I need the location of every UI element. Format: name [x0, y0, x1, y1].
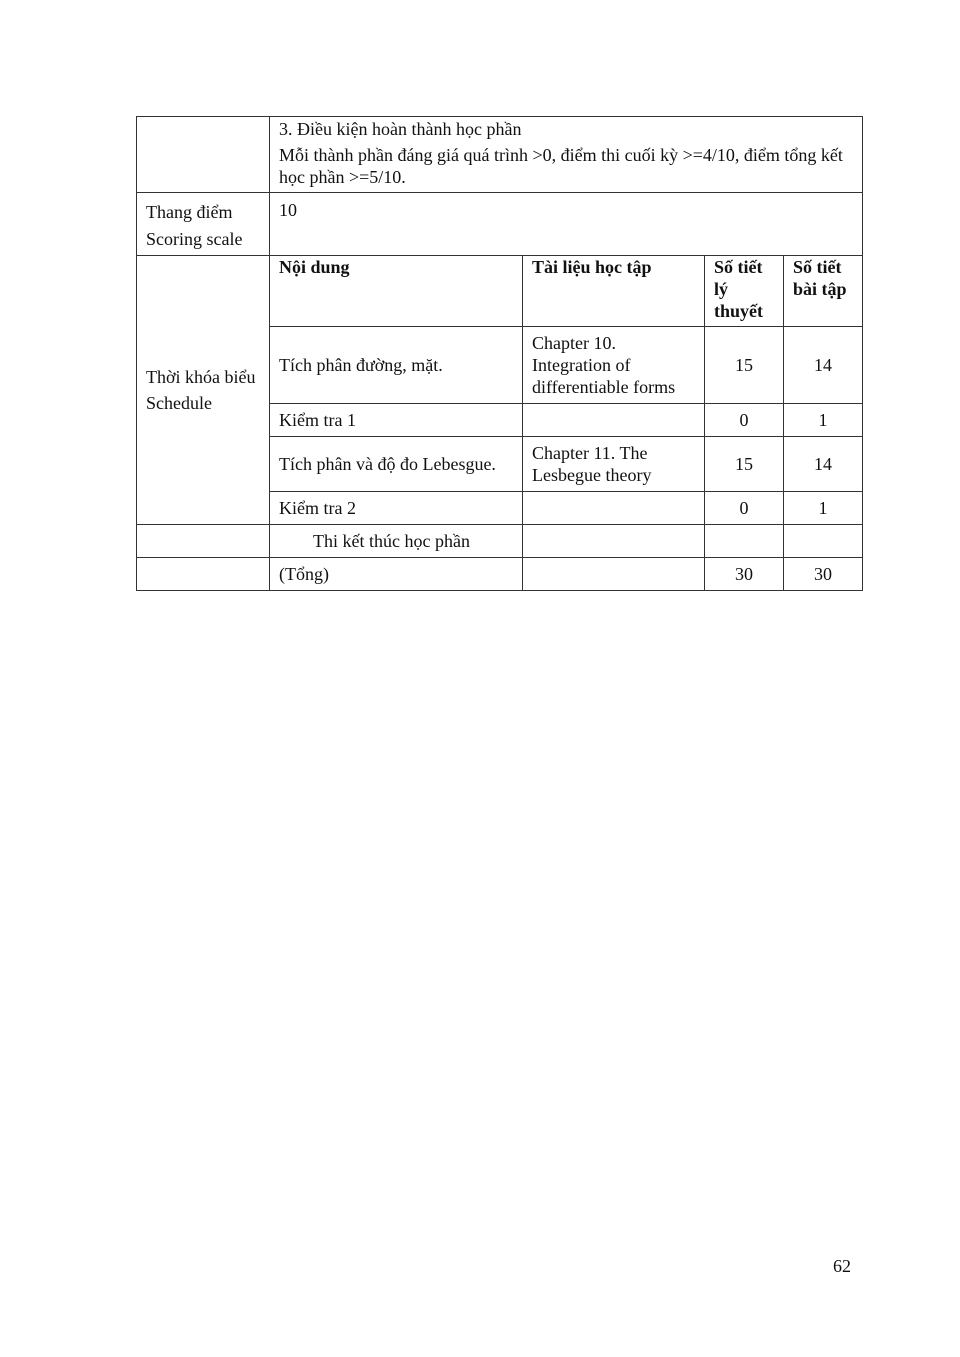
page-number: 62 — [833, 1256, 851, 1276]
scoring-label-en: Scoring scale — [146, 229, 243, 249]
row-materials: Chapter 11. The Lesbegue theory — [523, 437, 705, 492]
row-exercise: 14 — [784, 437, 863, 492]
scoring-row — [137, 193, 863, 256]
completion-cell — [270, 117, 863, 193]
total-materials — [523, 558, 705, 591]
final-exam-label-cell — [137, 525, 270, 558]
row-theory: 0 — [705, 404, 784, 437]
final-exam-materials — [523, 525, 705, 558]
row-materials: Chapter 10. Integration of differentiable forms — [523, 327, 705, 404]
row-content: Tích phân và độ đo Lebesgue. — [270, 437, 523, 492]
scoring-label-vi: Thang điểm — [146, 202, 233, 222]
header-theory: Số tiết lý thuyết — [705, 256, 784, 327]
row-content: Tích phân đường, mặt. — [270, 327, 523, 404]
completion-row — [137, 117, 863, 193]
final-exam-label: Thi kết thúc học phần — [270, 525, 523, 558]
schedule-label-cell — [137, 256, 270, 525]
scoring-label-cell — [137, 193, 270, 256]
total-exercise: 30 — [784, 558, 863, 591]
row-materials — [523, 404, 705, 437]
total-row — [137, 558, 863, 591]
row-theory: 15 — [705, 437, 784, 492]
schedule-label-vi: Thời khóa biểu — [146, 367, 256, 387]
final-exam-exercise — [784, 525, 863, 558]
total-theory: 30 — [705, 558, 784, 591]
schedule-header-row — [137, 256, 863, 327]
course-table — [136, 116, 863, 591]
header-content: Nội dung — [270, 256, 523, 327]
row-content: Kiểm tra 1 — [270, 404, 523, 437]
header-materials: Tài liệu học tập — [523, 256, 705, 327]
completion-body: Mỗi thành phần đáng giá quá trình >0, điểm thi cuối kỳ >=4/10, điểm tổng kết học phần >=5/10. — [279, 145, 843, 187]
row-exercise: 1 — [784, 492, 863, 525]
completion-label-cell — [137, 117, 270, 193]
total-label: (Tổng) — [270, 558, 523, 591]
row-theory: 15 — [705, 327, 784, 404]
row-content: Kiểm tra 2 — [270, 492, 523, 525]
final-exam-row — [137, 525, 863, 558]
header-exercise: Số tiết bài tập — [784, 256, 863, 327]
final-exam-theory — [705, 525, 784, 558]
row-theory: 0 — [705, 492, 784, 525]
scoring-value: 10 — [270, 193, 863, 256]
row-exercise: 1 — [784, 404, 863, 437]
total-label-cell — [137, 558, 270, 591]
row-materials — [523, 492, 705, 525]
completion-title: 3. Điều kiện hoàn thành học phần — [279, 119, 522, 139]
schedule-label-en: Schedule — [146, 393, 212, 413]
row-exercise: 14 — [784, 327, 863, 404]
